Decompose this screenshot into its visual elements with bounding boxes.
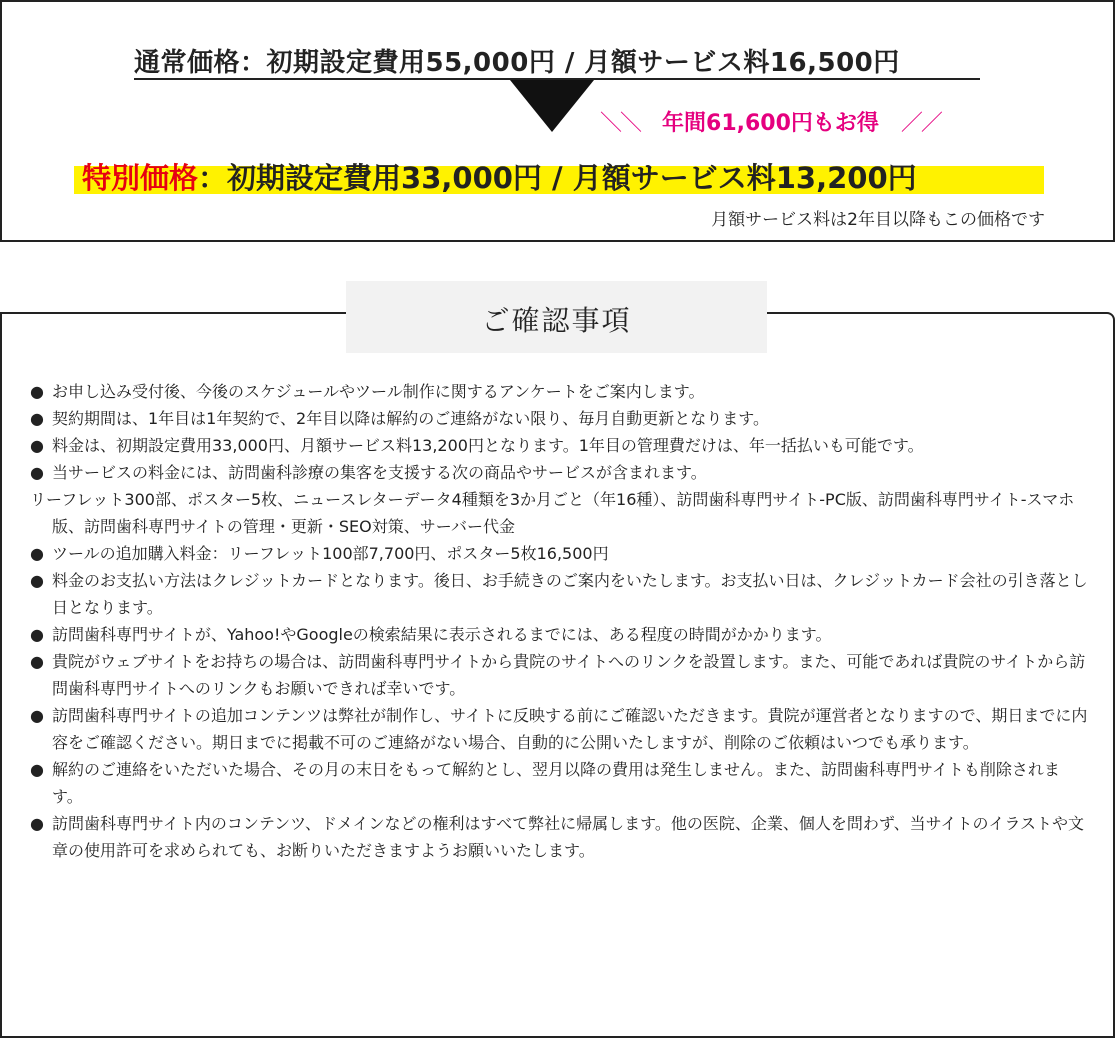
special-price-text	[82, 156, 917, 197]
confirm-heading-text: ご確認事項	[481, 304, 632, 337]
bullet-icon: ●	[30, 409, 44, 428]
list-item	[30, 459, 1090, 486]
bullet-icon: ●	[30, 625, 44, 644]
list-item-text: 解約のご連絡をいただいた場合、その月の末日をもって解約とし、翌月以降の費用は発生しません。また、訪問歯科専門サイトも削除されます。	[52, 760, 1060, 806]
special-price-label: 特別価格	[82, 161, 199, 195]
list-item-text: 契約期間は、1年目は1年契約で、2年目以降は解約のご連絡がない限り、毎月自動更新となります。	[52, 409, 769, 428]
saving-left-slashes: ＼＼	[600, 111, 641, 136]
bullet-icon: ●	[30, 760, 44, 779]
list-item	[30, 405, 1090, 432]
list-item	[30, 648, 1090, 702]
list-item-text: 貴院がウェブサイトをお持ちの場合は、訪問歯科専門サイトから貴院のサイトへのリンクを設置します。また、可能であれば貴院のサイトから訪問歯科専門サイトへのリンクもお願いできれば幸いです。	[52, 652, 1086, 698]
regular-price-line	[134, 40, 980, 80]
bullet-icon: ●	[30, 652, 44, 671]
list-item	[30, 621, 1090, 648]
bullet-icon: ●	[30, 544, 44, 563]
list-item	[30, 432, 1090, 459]
bullet-icon: ●	[30, 706, 44, 725]
confirm-heading	[346, 281, 767, 353]
down-arrow-icon	[510, 80, 594, 132]
list-item-text: ツールの追加購入料金：リーフレット100部7,700円、ポスター5枚16,500円	[52, 544, 609, 563]
list-item-text: 料金は、初期設定費用33,000円、月額サービス料13,200円となります。1年目の管理費だけは、年一括払いも可能です。	[52, 436, 924, 455]
list-item	[30, 567, 1090, 621]
saving-right-slashes: ／／	[900, 111, 941, 136]
list-item	[30, 378, 1090, 405]
bullet-icon: ●	[30, 814, 44, 833]
list-item-text: 料金のお支払い方法はクレジットカードとなります。後日、お手続きのご案内をいたします。お支払い日は、クレジットカード会社の引き落とし日となります。	[52, 571, 1088, 617]
bullet-icon: ●	[30, 436, 44, 455]
regular-price-text: 通常価格：初期設定費用55,000円 / 月額サービス料16,500円	[134, 48, 900, 78]
list-item-subtext	[30, 486, 1090, 540]
list-item-text: 当サービスの料金には、訪問歯科診療の集客を支援する次の商品やサービスが含まれます。	[52, 463, 707, 482]
list-item-text: 訪問歯科専門サイトの追加コンテンツは弊社が制作し、サイトに反映する前にご確認いただきます。貴院が運営者となりますので、期日までに内容をご確認ください。期日までに掲載不可のご連絡がない場合、自動的に公開いたしますが、削除のご依頼はいつでも承ります。	[52, 706, 1088, 752]
bullet-icon: ●	[30, 463, 44, 482]
confirm-items-list	[30, 378, 1090, 864]
annual-saving	[600, 106, 941, 137]
list-item	[30, 810, 1090, 864]
list-item	[30, 756, 1090, 810]
list-item	[30, 702, 1090, 756]
list-item-text: お申し込み受付後、今後のスケジュールやツール制作に関するアンケートをご案内します。	[52, 382, 705, 401]
special-price-value: ：初期設定費用33,000円 / 月額サービス料13,200円	[198, 161, 917, 195]
price-note: 月額サービス料は2年目以降もこの価格です	[711, 210, 1045, 230]
list-item-text: 訪問歯科専門サイトが、Yahoo!やGoogleの検索結果に表示されるまでには、ある程度の時間がかかります。	[52, 625, 832, 644]
pricing-box	[0, 0, 1115, 242]
list-item-text: 訪問歯科専門サイト内のコンテンツ、ドメインなどの権利はすべて弊社に帰属します。他の医院、企業、個人を問わず、当サイトのイラストや文章の使用許可を求められても、お断りいただきますようお願いいたします。	[52, 814, 1085, 860]
list-item	[30, 540, 1090, 567]
list-item-text: リーフレット300部、ポスター5枚、ニュースレターデータ4種類を3か月ごと（年16種）、訪問歯科専門サイト-PC版、訪問歯科専門サイト-スマホ版、訪問歯科専門サイトの管理・更新・SEO対策、サーバー代金	[30, 490, 1075, 536]
saving-text: 年間61,600円もお得	[662, 111, 879, 136]
bullet-icon: ●	[30, 382, 44, 401]
bullet-icon: ●	[30, 571, 44, 590]
